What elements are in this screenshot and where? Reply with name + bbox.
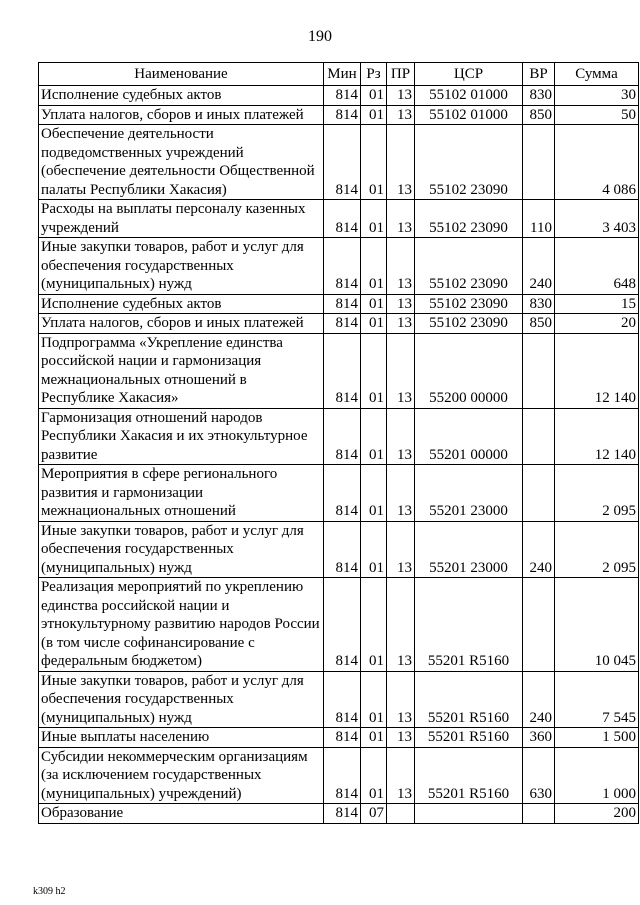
cell-name: Иные выплаты населению xyxy=(39,728,324,748)
cell-min: 814 xyxy=(324,238,361,295)
cell-pr: 13 xyxy=(387,408,415,465)
cell-rz: 01 xyxy=(361,314,387,334)
cell-min: 814 xyxy=(324,86,361,106)
cell-rz: 01 xyxy=(361,465,387,522)
table-row xyxy=(39,408,639,465)
cell-pr: 13 xyxy=(387,238,415,295)
table-row xyxy=(39,671,639,728)
cell-min: 814 xyxy=(324,671,361,728)
cell-csr: 55201 23000 xyxy=(415,465,523,522)
cell-sum: 2 095 xyxy=(555,465,639,522)
cell-rz: 01 xyxy=(361,105,387,125)
cell-vr xyxy=(523,125,555,200)
header-rz: Рз xyxy=(361,63,387,86)
cell-min: 814 xyxy=(324,465,361,522)
table-row xyxy=(39,314,639,334)
cell-min: 814 xyxy=(324,333,361,408)
cell-csr: 55201 R5160 xyxy=(415,728,523,748)
cell-min: 814 xyxy=(324,521,361,578)
table-row xyxy=(39,125,639,200)
cell-name: Уплата налогов, сборов и иных платежей xyxy=(39,314,324,334)
header-pr: ПР xyxy=(387,63,415,86)
cell-pr: 13 xyxy=(387,521,415,578)
cell-pr: 13 xyxy=(387,105,415,125)
cell-pr: 13 xyxy=(387,294,415,314)
cell-vr: 830 xyxy=(523,294,555,314)
cell-pr xyxy=(387,804,415,824)
cell-rz: 01 xyxy=(361,671,387,728)
cell-vr xyxy=(523,578,555,672)
cell-sum: 200 xyxy=(555,804,639,824)
cell-rz: 01 xyxy=(361,238,387,295)
cell-sum: 7 545 xyxy=(555,671,639,728)
cell-pr: 13 xyxy=(387,728,415,748)
cell-csr: 55102 23090 xyxy=(415,125,523,200)
budget-table xyxy=(38,62,639,824)
cell-min: 814 xyxy=(324,408,361,465)
cell-vr xyxy=(523,408,555,465)
cell-pr: 13 xyxy=(387,465,415,522)
cell-csr xyxy=(415,804,523,824)
cell-csr: 55102 23090 xyxy=(415,314,523,334)
cell-sum: 3 403 xyxy=(555,200,639,238)
cell-sum: 4 086 xyxy=(555,125,639,200)
cell-rz: 01 xyxy=(361,521,387,578)
table-row xyxy=(39,200,639,238)
table-row xyxy=(39,333,639,408)
cell-rz: 01 xyxy=(361,294,387,314)
cell-min: 814 xyxy=(324,105,361,125)
cell-rz: 01 xyxy=(361,728,387,748)
cell-name: Гармонизация отношений народов Республики Хакасия и их этнокультурное развитие xyxy=(39,408,324,465)
header-csr: ЦСР xyxy=(415,63,523,86)
table-row xyxy=(39,238,639,295)
cell-vr: 110 xyxy=(523,200,555,238)
cell-rz: 01 xyxy=(361,333,387,408)
cell-sum: 12 140 xyxy=(555,333,639,408)
cell-name: Обеспечение деятельности подведомственных учреждений (обеспечение деятельности Общественной палаты Республики Хакасия) xyxy=(39,125,324,200)
cell-pr: 13 xyxy=(387,333,415,408)
cell-csr: 55201 R5160 xyxy=(415,671,523,728)
cell-rz: 01 xyxy=(361,578,387,672)
cell-min: 814 xyxy=(324,804,361,824)
cell-min: 814 xyxy=(324,728,361,748)
cell-sum: 50 xyxy=(555,105,639,125)
cell-csr: 55102 01000 xyxy=(415,105,523,125)
table-body xyxy=(39,86,639,824)
cell-rz: 07 xyxy=(361,804,387,824)
cell-name: Расходы на выплаты персоналу казенных учреждений xyxy=(39,200,324,238)
cell-rz: 01 xyxy=(361,125,387,200)
cell-sum: 30 xyxy=(555,86,639,106)
cell-min: 814 xyxy=(324,125,361,200)
table-row xyxy=(39,578,639,672)
cell-vr xyxy=(523,333,555,408)
cell-pr: 13 xyxy=(387,125,415,200)
cell-sum: 12 140 xyxy=(555,408,639,465)
table-row xyxy=(39,105,639,125)
cell-vr: 240 xyxy=(523,671,555,728)
table-row xyxy=(39,86,639,106)
cell-sum: 20 xyxy=(555,314,639,334)
cell-csr: 55102 23090 xyxy=(415,200,523,238)
table-row xyxy=(39,804,639,824)
cell-name: Иные закупки товаров, работ и услуг для обеспечения государственных (муниципальных) нужд xyxy=(39,521,324,578)
cell-csr: 55201 00000 xyxy=(415,408,523,465)
cell-sum: 10 045 xyxy=(555,578,639,672)
cell-name: Иные закупки товаров, работ и услуг для обеспечения государственных (муниципальных) нужд xyxy=(39,238,324,295)
cell-pr: 13 xyxy=(387,314,415,334)
cell-sum: 2 095 xyxy=(555,521,639,578)
cell-csr: 55200 00000 xyxy=(415,333,523,408)
cell-name: Иные закупки товаров, работ и услуг для обеспечения государственных (муниципальных) нужд xyxy=(39,671,324,728)
cell-vr: 830 xyxy=(523,86,555,106)
cell-csr: 55102 23090 xyxy=(415,294,523,314)
cell-name: Реализация мероприятий по укреплению единства российской нации и этнокультурному развитию народов России (в том числе софинансирование с федеральным бюджетом) xyxy=(39,578,324,672)
cell-csr: 55201 R5160 xyxy=(415,747,523,804)
cell-vr: 850 xyxy=(523,314,555,334)
table-row xyxy=(39,728,639,748)
cell-min: 814 xyxy=(324,747,361,804)
cell-vr xyxy=(523,804,555,824)
header-sum: Сумма xyxy=(555,63,639,86)
cell-min: 814 xyxy=(324,314,361,334)
cell-rz: 01 xyxy=(361,408,387,465)
cell-rz: 01 xyxy=(361,200,387,238)
cell-rz: 01 xyxy=(361,747,387,804)
cell-pr: 13 xyxy=(387,671,415,728)
cell-sum: 1 500 xyxy=(555,728,639,748)
table-row xyxy=(39,294,639,314)
cell-name: Подпрограмма «Укрепление единства российской нации и гармонизация межнациональных отношений в Республике Хакасия» xyxy=(39,333,324,408)
cell-csr: 55102 23090 xyxy=(415,238,523,295)
cell-csr: 55201 23000 xyxy=(415,521,523,578)
cell-name: Субсидии некоммерческим организациям (за исключением государственных (муниципальных) учреждений) xyxy=(39,747,324,804)
cell-min: 814 xyxy=(324,200,361,238)
cell-vr: 360 xyxy=(523,728,555,748)
header-name: Наименование xyxy=(39,63,324,86)
cell-name: Исполнение судебных актов xyxy=(39,86,324,106)
cell-csr: 55102 01000 xyxy=(415,86,523,106)
table-row xyxy=(39,465,639,522)
cell-sum: 1 000 xyxy=(555,747,639,804)
cell-vr: 240 xyxy=(523,521,555,578)
cell-pr: 13 xyxy=(387,747,415,804)
cell-sum: 15 xyxy=(555,294,639,314)
footer-code: k309 h2 xyxy=(33,886,66,897)
cell-min: 814 xyxy=(324,294,361,314)
table-row xyxy=(39,521,639,578)
cell-min: 814 xyxy=(324,578,361,672)
cell-name: Уплата налогов, сборов и иных платежей xyxy=(39,105,324,125)
header-vr: ВР xyxy=(523,63,555,86)
cell-pr: 13 xyxy=(387,578,415,672)
cell-name: Образование xyxy=(39,804,324,824)
cell-name: Исполнение судебных актов xyxy=(39,294,324,314)
table-header-row xyxy=(39,63,639,86)
cell-name: Мероприятия в сфере регионального развития и гармонизации межнациональных отношений xyxy=(39,465,324,522)
cell-vr: 240 xyxy=(523,238,555,295)
cell-vr: 850 xyxy=(523,105,555,125)
cell-pr: 13 xyxy=(387,200,415,238)
cell-sum: 648 xyxy=(555,238,639,295)
cell-pr: 13 xyxy=(387,86,415,106)
cell-rz: 01 xyxy=(361,86,387,106)
header-min: Мин xyxy=(324,63,361,86)
cell-vr xyxy=(523,465,555,522)
page-number: 190 xyxy=(308,28,332,45)
table-row xyxy=(39,747,639,804)
cell-vr: 630 xyxy=(523,747,555,804)
cell-csr: 55201 R5160 xyxy=(415,578,523,672)
